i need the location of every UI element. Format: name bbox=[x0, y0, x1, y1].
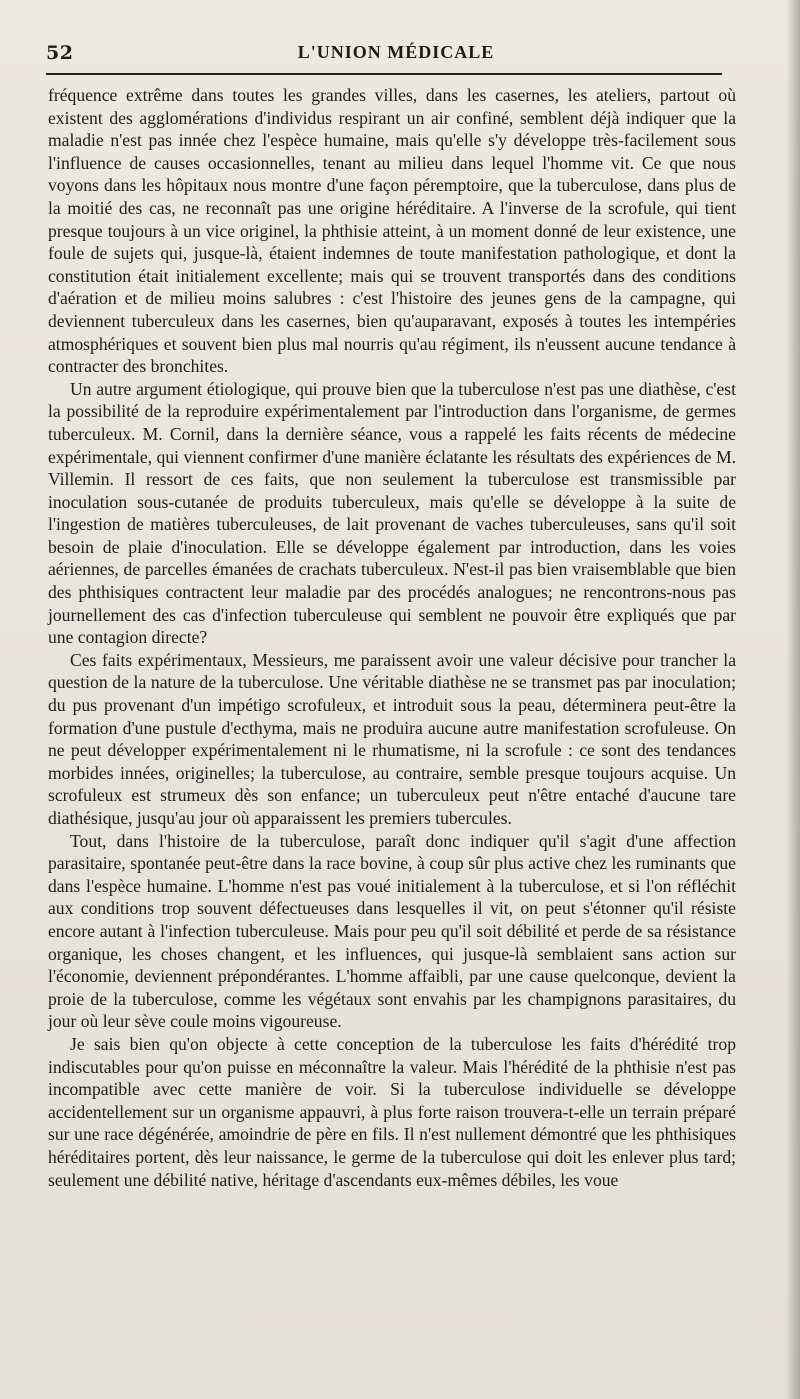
paragraph-5: Je sais bien qu'on objecte à cette conception de la tuberculose les faits d'hérédité trop indiscutables pour qu'on puisse en méconnaître la valeur. Mais l'hérédité de la phthisie n'est pas incompatible avec cette manière de voir. Si la tuberculose individuelle se développe accidentellement sur un organisme appauvri, à plus forte raison trouvera-t-elle un terrain préparé sur une race dégénérée, amoindrie de père en fils. Il n'est nullement démontré que les phthisiques héréditaires portent, dès leur naissance, le germe de la tuberculose qui doit les enlever plus tard; seulement une débilité native, héritage d'ascendants eux-mêmes débiles, les voue bbox=[48, 1033, 736, 1190]
body-text bbox=[48, 84, 736, 1191]
page-number: 52 bbox=[46, 42, 74, 64]
page-edge-shadow bbox=[786, 0, 800, 1399]
paragraph-1: fréquence extrême dans toutes les grandes villes, dans les casernes, les ateliers, partout où existent des agglomérations d'individus respirant un air confiné, semblent déjà indiquer que la maladie n'est pas innée chez l'espèce humaine, mais qu'elle s'y développe très-facilement sous l'influence de causes occasionnelles, tenant au milieu dans lequel l'homme vit. Ce que nous voyons dans les hôpitaux nous montre d'une façon péremptoire, que la tuberculose, dans plus de la moitié des cas, ne reconnaît pas une origine héréditaire. A l'inverse de la scrofule, qui tient presque toujours à un vice originel, la phthisie atteint, à un moment donné de leur existence, une foule de sujets qui, jusque-là, étaient indemnes de toute manifestation pathologique, et dont la constitution était initialement excellente; mais qui se trouvent transportés dans des conditions d'aération et de milieu moins salubres : c'est l'histoire des jeunes gens de la campagne, qui deviennent tuberculeux dans les casernes, bien qu'auparavant, exposés à toutes les intempéries atmosphériques et souvent bien plus mal nourris qu'au régiment, ils n'eussent aucune tendance à contracter des bronchites. bbox=[48, 85, 736, 377]
paragraph-3: Ces faits expérimentaux, Messieurs, me paraissent avoir une valeur décisive pour trancher la question de la nature de la tuberculose. Une véritable diathèse ne se transmet pas par inoculation; du pus provenant d'un impétigo scrofuleux, et introduit sous la peau, déterminera peut-être la formation d'une pustule d'ecthyma, mais ne produira aucune autre manifestation scrofuleuse. On ne peut développer expérimentalement ni le rhumatisme, ni la scrofule : ce sont des tendances morbides innées, originelles; la tuberculose, au contraire, semble presque toujours acquise. Un scrofuleux est strumeux dès son enfance; un tuberculeux peut n'être entaché d'aucune tare diathésique, jusqu'au jour où apparaissent les premiers tubercules. bbox=[48, 649, 736, 828]
paragraph-2: Un autre argument étiologique, qui prouve bien que la tuberculose n'est pas une diathèse, c'est la possibilité de la reproduire expérimentalement par l'introduction dans l'organisme, de germes tuberculeux. M. Cornil, dans la dernière séance, vous a rappelé les faits récents de médecine expérimentale, qui viennent confirmer d'une manière éclatante les résultats des expériences de M. Villemin. Il ressort de ces faits, que non seulement la tuberculose est transmissible par inoculation sous-cutanée de produits tuberculeux, mais qu'elle se développe à la suite de l'ingestion de matières tuberculeuses, de lait provenant de vaches tuberculeuses, sans qu'il soit besoin de plaie d'inoculation. Elle se développe également par introduction, dans les voies aériennes, de parcelles émanées de crachats tuberculeux. N'est-il pas bien vraisemblable que bien des phthisiques contractent leur maladie par des procédés analogues; ne rencontrons-nous pas journellement des cas d'infection tuberculeuse qui semblent ne pouvoir être expliqués que par une contagion directe? bbox=[48, 378, 736, 648]
header-rule bbox=[46, 73, 722, 75]
page-header bbox=[46, 38, 746, 68]
running-head: L'UNION MÉDICALE bbox=[297, 42, 495, 62]
paragraph-4: Tout, dans l'histoire de la tuberculose, paraît donc indiquer qu'il s'agit d'une affection parasitaire, spontanée peut-être dans la race bovine, à coup sûr plus active chez les ruminants que dans l'espèce humaine. L'homme n'est pas voué initialement à la tuberculose, et si l'on réfléchit aux conditions trop souvent défectueuses dans lesquelles il vit, on peut s'étonner qu'il résiste encore autant à l'infection tuberculeuse. Mais pour peu qu'il soit débilité et perde de sa résistance organique, les choses changent, et les influences, qui jusque-là semblaient sans action sur l'économie, deviennent prépondérantes. L'homme affaibli, par une cause quelconque, devient la proie de la tuberculose, comme les végétaux sont envahis par les champignons parasitaires, du jour où leur sève coule moins vigoureuse. bbox=[48, 830, 736, 1032]
